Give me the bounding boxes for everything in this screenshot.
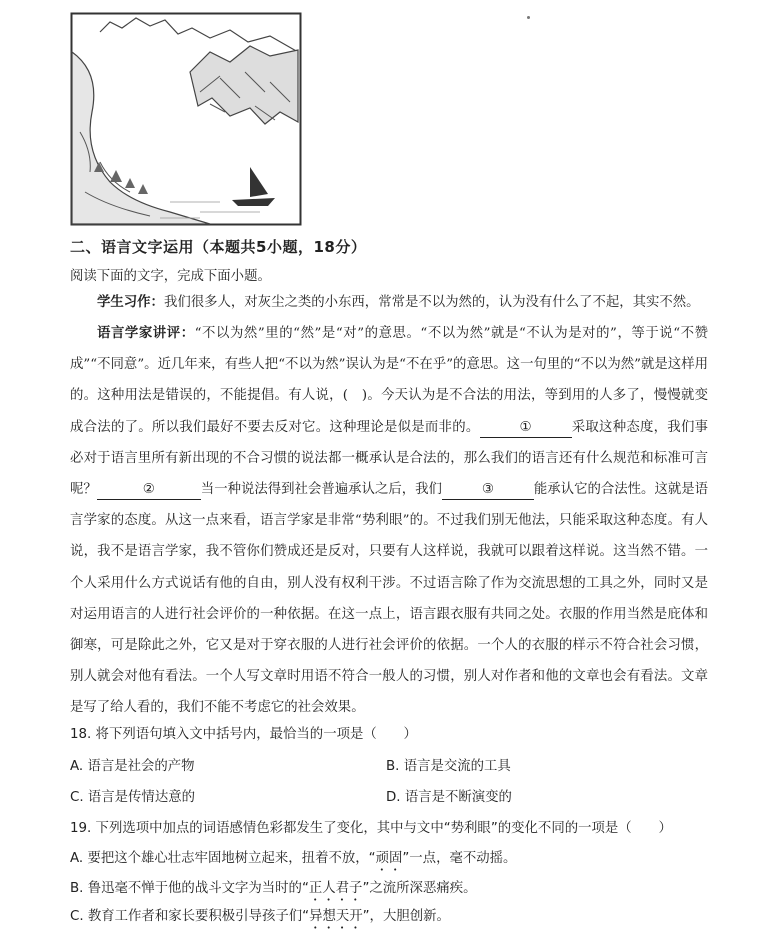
q18-option-c[interactable]: C. 语言是传情达意的 xyxy=(70,790,195,805)
section-title: 二、语言文字运用（本题共5小题，18分） xyxy=(70,238,367,256)
q19-c-marked-word: 异想天开 xyxy=(309,909,363,924)
blank-2[interactable]: ② xyxy=(97,481,201,500)
question-19-stem: 19. 下列选项中加点的词语感情色彩都发生了变化，其中与文中“势利眼”的变化不同的一项是（ ） xyxy=(70,821,672,836)
student-paragraph xyxy=(70,287,708,318)
q19-b-marked-word: 正人君子 xyxy=(308,881,363,896)
q19-a-post: ”一点，毫不动摇。 xyxy=(402,851,517,866)
linguist-text-3: 当一种说法得到社会普遍承认之后，我们 xyxy=(200,482,442,498)
instruction-text: 阅读下面的文字，完成下面小题。 xyxy=(70,269,271,284)
student-text: 我们很多人，对灰尘之类的小东西，常常是不以为然的，认为没有什么了不起，其实不然。 xyxy=(163,295,700,310)
q19-option-a[interactable] xyxy=(70,847,516,874)
q18-option-d[interactable]: D. 语言是不断演变的 xyxy=(386,790,512,805)
q19-b-pre: B. 鲁迅毫不惮于他的战斗文字为当时的“ xyxy=(70,881,309,896)
q19-b-post: ”之流所深恶痛疾。 xyxy=(362,881,477,896)
student-label: 学生习作： xyxy=(97,295,164,310)
blank-1[interactable]: ① xyxy=(480,419,572,438)
q19-a-marked-word: 顽固 xyxy=(375,851,403,866)
linguist-text-4: 能承认它的合法性。这就是语言学家的态度。从这一点来看，语言学家是非常“势利眼”的。不过我们别无他法，只能采取这种态度。有人说，我不是语言学家，我不管你们赞成还是反对，只要有人这样说，我就可以跟着这样说。这当然不错。一个人采用什么方式说话有他的自由，别人没有权利干涉。不过语言除了作为交流思想的工具之外，同时又是对运用语言的人进行社会评价的一种依据。在这一点上，语言跟衣服有共同之处。衣服的作用当然是庇体和御寒，可是除此之外，它又是对于穿衣服的人进行社会评价的依据。一个人的衣服的样示不符合社会习惯，别人就会对他有看法。一个人写文章时用语不符合一般人的习惯，别人对作者和他的文章也会有看法。文章是写了给人看的，我们不能不考虑它的社会效果。 xyxy=(70,482,709,716)
q19-c-post: ”，大胆创新。 xyxy=(362,909,450,924)
q18-option-b[interactable]: B. 语言是交流的工具 xyxy=(386,759,511,774)
landscape-illustration xyxy=(70,12,302,226)
linguist-label: 语言学家讲评： xyxy=(97,326,195,341)
linguist-paragraph xyxy=(70,318,708,724)
landscape-drawing xyxy=(70,12,302,226)
q18-option-a[interactable]: A. 语言是社会的产物 xyxy=(70,759,195,774)
q19-a-pre: A. 要把这个雄心壮志牢固地树立起来，扭着不放，“ xyxy=(70,851,376,866)
stray-dot xyxy=(527,16,530,19)
blank-3[interactable]: ③ xyxy=(442,481,534,500)
question-18-stem: 18. 将下列语句填入文中括号内，最恰当的一项是（ ） xyxy=(70,727,417,742)
linguist-text-1: “不以为然”里的“然”是“对”的意思。“不以为然”就是“不认为是对的”，等于说“不赞成”“不同意”。近几年来，有些人把“不以为然”误认为是“不在乎”的意思。这一句里的“不以为然”就是这样用的。这种用法是错误的，不能提倡。有人说，( )。今天认为是不合法的用法，等到用的人多了，慢慢就变成合法的了。所以我们最好不要去反对它。这种理论是似是而非的。 xyxy=(70,326,708,435)
q19-c-pre: C. 教育工作者和家长要积极引导孩子们“ xyxy=(70,909,310,924)
q19-option-b[interactable] xyxy=(70,877,477,904)
linguist-text-2: 采取这种态度，我们事必对于语言里所有新出现的不合习惯的说法都一概承认是合法的，那么我们的语言还有什么规范和标准可言呢？ xyxy=(70,419,708,498)
